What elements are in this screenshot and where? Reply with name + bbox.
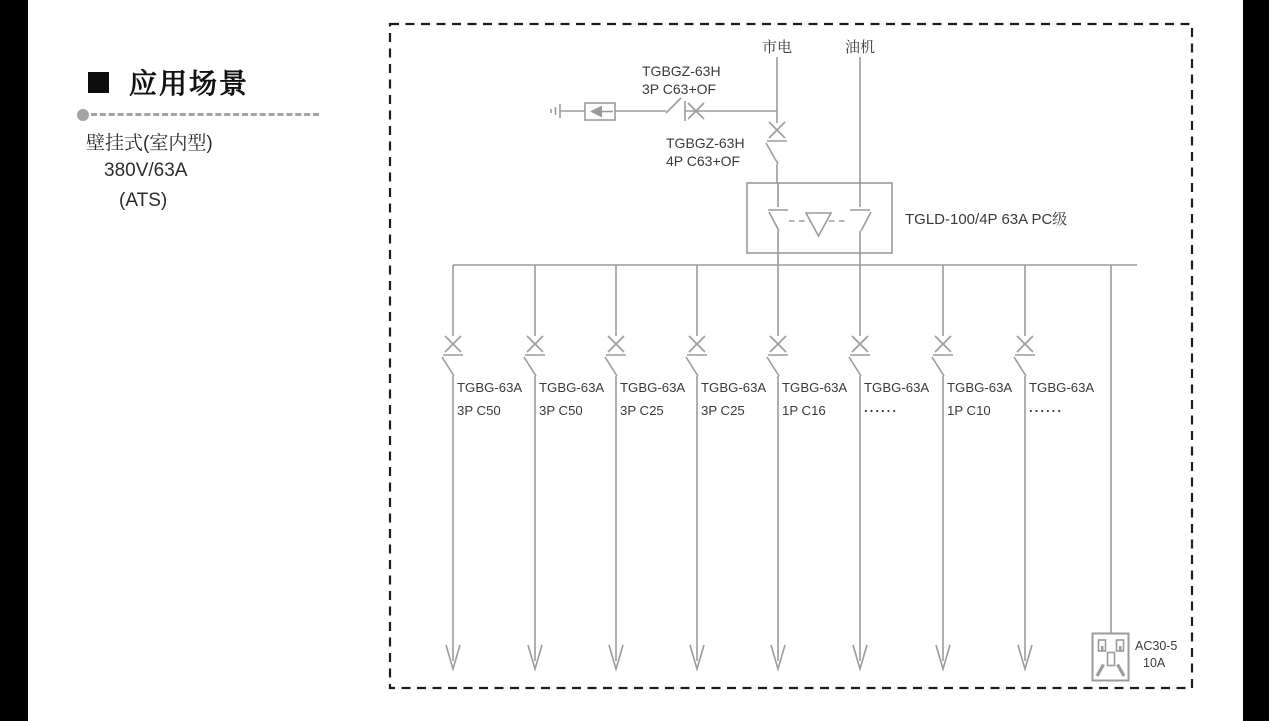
branch-6-model: TGBG-63A — [864, 380, 930, 395]
socket-model: AC30-5 — [1135, 639, 1178, 653]
branch-5-model: TGBG-63A — [782, 380, 848, 395]
branch-feeder-2 — [524, 265, 545, 669]
branch-4-spec: 3P C25 — [701, 403, 745, 418]
branch-3-model: TGBG-63A — [620, 380, 686, 395]
branch-feeder-4 — [686, 265, 707, 669]
disconnect-x-icon — [769, 122, 785, 138]
breaker-blade-icon — [666, 98, 681, 113]
branch-feeder-7 — [932, 265, 953, 669]
branch-2-spec: 3P C50 — [539, 403, 583, 418]
main-breaker-spec: 4P C63+OF — [666, 153, 741, 169]
branch-feeder-3 — [605, 265, 626, 669]
ats-label: TGLD-100/4P 63A PC级 — [905, 211, 1068, 228]
branch-5-spec: 1P C16 — [782, 403, 826, 418]
ats-box — [747, 183, 892, 265]
spd-arrow-icon — [590, 106, 602, 118]
branch-6-spec: ...... — [864, 400, 898, 415]
socket-rating: 10A — [1143, 656, 1166, 670]
socket-icon — [1093, 634, 1129, 681]
branch-feeder-8 — [1014, 265, 1035, 669]
mains-label: 市电 — [761, 39, 793, 56]
mains-incomer-line — [766, 57, 787, 183]
diagram-dashed-border — [390, 24, 1192, 688]
branch-7-spec: 1P C10 — [947, 403, 991, 418]
spd-breaker-model: TGBGZ-63H — [642, 63, 721, 79]
branch-8-model: TGBG-63A — [1029, 380, 1095, 395]
ground-icon — [551, 104, 560, 118]
branch-1-spec: 3P C50 — [457, 403, 501, 418]
branch-1-model: TGBG-63A — [457, 380, 523, 395]
spd-branch — [551, 98, 777, 121]
branch-3-spec: 3P C25 — [620, 403, 664, 418]
branch-2-model: TGBG-63A — [539, 380, 605, 395]
branch-8-spec: ...... — [1029, 400, 1063, 415]
branch-feeder-1 — [442, 265, 463, 669]
branch-7-model: TGBG-63A — [947, 380, 1013, 395]
generator-label: 油机 — [844, 39, 876, 56]
branch-feeder-6 — [849, 265, 870, 669]
ats-text: (ATS) — [119, 190, 168, 211]
breaker-blade-icon — [766, 143, 778, 164]
section-title: 应用场景 — [129, 68, 250, 99]
spd-breaker-spec: 3P C63+OF — [642, 81, 717, 97]
voltage-rating-text: 380V/63A — [104, 160, 188, 181]
branch-4-model: TGBG-63A — [701, 380, 767, 395]
ats-triangle-icon — [806, 213, 831, 236]
main-breaker-model: TGBGZ-63H — [666, 135, 745, 151]
mount-type-text: 壁挂式(室内型) — [86, 133, 213, 154]
branch-feeder-5 — [767, 265, 788, 669]
